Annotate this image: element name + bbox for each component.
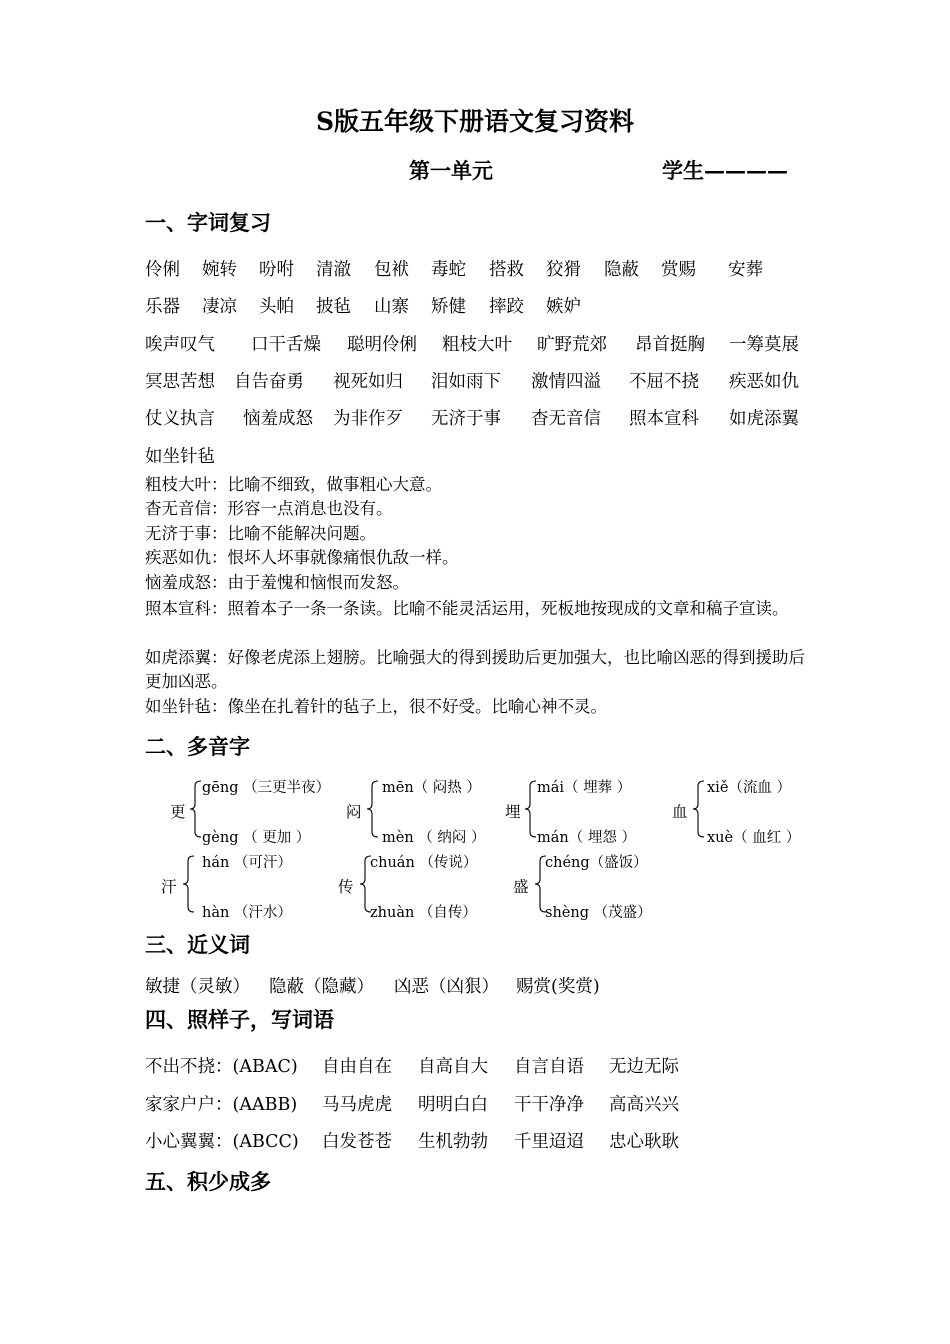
pronunciation-bottom: gèng （ 更加 ）: [202, 830, 311, 846]
vocabulary-word: 不屈不挠: [629, 372, 699, 392]
vocabulary-word: 聪明伶俐: [347, 335, 417, 355]
section-heading-accumulate: 五、积少成多: [145, 1169, 271, 1194]
pattern-label: 家家户户：(AABB): [145, 1095, 298, 1115]
unit-label: 第一单元: [409, 158, 493, 183]
pronunciation-top: gēng （三更半夜）: [202, 780, 331, 796]
pattern-word: 高高兴兴: [609, 1095, 679, 1115]
vocabulary-word: 安葬: [728, 260, 763, 280]
pattern-word: 自由自在: [322, 1057, 392, 1077]
vocabulary-word: 激情四溢: [531, 372, 601, 392]
vocabulary-word: 嫉妒: [546, 297, 581, 317]
pronunciation-bottom: hàn （汗水）: [202, 905, 292, 921]
synonym-item: 隐蔽（隐藏）: [269, 977, 374, 997]
student-label: 学生————: [662, 158, 788, 183]
pronunciation-bottom: shèng （茂盛）: [545, 905, 652, 921]
vocabulary-word: 照本宣科: [629, 409, 699, 429]
pattern-word: 忠心耿耿: [609, 1132, 679, 1152]
pattern-word: 明明白白: [418, 1095, 488, 1115]
brace-icon: [367, 780, 379, 838]
vocabulary-word: 矫健: [431, 297, 466, 317]
polyphonic-char: 盛: [513, 878, 529, 896]
section-heading-patterns: 四、照样子，写词语: [145, 1007, 334, 1032]
vocabulary-word: 乐器: [145, 297, 180, 317]
pattern-word: 马马虎虎: [322, 1095, 392, 1115]
vocabulary-word: 无济于事: [431, 409, 501, 429]
synonym-item: 赐赏(奖赏): [516, 977, 600, 997]
vocabulary-word: 狡猾: [546, 260, 581, 280]
definition-item: 如虎添翼：好像老虎添上翅膀。比喻强大的得到援助后更加强大，也比喻凶恶的得到援助后更加凶恶。: [145, 648, 805, 691]
vocabulary-word: 披毡: [316, 297, 351, 317]
pattern-word: 生机勃勃: [418, 1132, 488, 1152]
vocabulary-word: 清澈: [316, 260, 351, 280]
pattern-label: 不出不挠：(ABAC): [145, 1057, 298, 1077]
vocabulary-word: 搭救: [489, 260, 524, 280]
pronunciation-bottom: mèn （ 纳闷 ）: [382, 830, 486, 846]
section-heading-synonyms: 三、近义词: [145, 932, 250, 957]
pronunciation-top: mái（ 埋葬 ）: [537, 780, 632, 796]
pattern-word: 自高自大: [418, 1057, 488, 1077]
vocabulary-word: 头帕: [259, 297, 294, 317]
vocabulary-word: 粗枝大叶: [442, 335, 512, 355]
vocabulary-word: 视死如归: [333, 372, 403, 392]
brace-icon: [183, 855, 195, 913]
pronunciation-bottom: mán（ 埋怨 ）: [537, 830, 636, 846]
synonym-item: 凶恶（凶狠）: [394, 977, 499, 997]
polyphonic-char: 汗: [161, 878, 177, 896]
section-heading-polyphonic: 二、多音字: [145, 734, 250, 759]
definition-item: 如坐针毡：像坐在扎着针的毡子上，很不好受。比喻心神不灵。: [145, 697, 607, 716]
definition-item: 粗枝大叶：比喻不细致，做事粗心大意。: [145, 475, 442, 494]
pronunciation-top: mēn（ 闷热 ）: [382, 780, 481, 796]
definition-item: 无济于事：比喻不能解决问题。: [145, 524, 376, 543]
pronunciation-top: chéng（盛饭）: [545, 855, 648, 871]
vocabulary-word: 隐蔽: [604, 260, 639, 280]
pattern-word: 自言自语: [514, 1057, 584, 1077]
vocabulary-word: 如坐针毡: [145, 447, 215, 467]
vocabulary-word: 包袱: [374, 260, 409, 280]
vocabulary-word: 疾恶如仇: [729, 372, 799, 392]
vocabulary-word: 伶俐: [145, 260, 180, 280]
vocabulary-word: 恼羞成怒: [243, 409, 313, 429]
polyphonic-char: 埋: [505, 803, 521, 821]
vocabulary-word: 为非作歹: [333, 409, 403, 429]
definition-item: 杳无音信：形容一点消息也没有。: [145, 499, 393, 518]
pattern-word: 无边无际: [609, 1057, 679, 1077]
vocabulary-word: 婉转: [202, 260, 237, 280]
pattern-label: 小心翼翼：(ABCC): [145, 1132, 299, 1152]
vocabulary-word: 一筹莫展: [729, 335, 799, 355]
vocabulary-word: 毒蛇: [431, 260, 466, 280]
polyphonic-char: 闷: [346, 803, 362, 821]
pattern-word: 千里迢迢: [514, 1132, 584, 1152]
vocabulary-word: 唉声叹气: [145, 335, 215, 355]
pattern-word: 白发苍苍: [322, 1132, 392, 1152]
vocabulary-word: 口干舌燥: [251, 335, 321, 355]
vocabulary-word: 吩咐: [259, 260, 294, 280]
pattern-word: 干干净净: [514, 1095, 584, 1115]
vocabulary-word: 冥思苦想: [145, 372, 215, 392]
pronunciation-top: xiě（流血 ）: [707, 780, 792, 796]
vocabulary-word: 山寨: [374, 297, 409, 317]
document-title: S版五年级下册语文复习资料: [315, 107, 635, 136]
vocabulary-word: 昂首挺胸: [635, 335, 705, 355]
vocabulary-word: 自告奋勇: [234, 372, 304, 392]
brace-icon: [525, 780, 537, 838]
vocabulary-word: 如虎添翼: [729, 409, 799, 429]
pronunciation-bottom: xuè（ 血红 ）: [707, 830, 801, 846]
vocabulary-word: 凄凉: [202, 297, 237, 317]
brace-icon: [190, 780, 202, 838]
brace-icon: [693, 780, 705, 838]
pronunciation-top: hán （可汗）: [202, 855, 292, 871]
definition-item: 疾恶如仇：恨坏人坏事就像痛恨仇敌一样。: [145, 548, 459, 567]
polyphonic-char: 更: [170, 803, 186, 821]
vocabulary-word: 杳无音信: [531, 409, 601, 429]
synonym-item: 敏捷（灵敏）: [145, 977, 250, 997]
section-heading-vocabulary: 一、字词复习: [145, 210, 271, 235]
vocabulary-word: 旷野荒郊: [537, 335, 607, 355]
vocabulary-word: 泪如雨下: [431, 372, 501, 392]
vocabulary-word: 仗义执言: [145, 409, 215, 429]
vocabulary-word: 摔跤: [489, 297, 524, 317]
vocabulary-word: 赏赐: [661, 260, 696, 280]
definition-item: 恼羞成怒：由于羞愧和恼恨而发怒。: [145, 573, 409, 592]
pronunciation-bottom: zhuàn （自传）: [370, 905, 477, 921]
definition-item: 照本宣科：照着本子一条一条读。比喻不能灵活运用，死板地按现成的文章和稿子宣读。: [145, 599, 789, 618]
pronunciation-top: chuán （传说）: [370, 855, 478, 871]
polyphonic-char: 血: [672, 803, 688, 821]
polyphonic-char: 传: [338, 878, 354, 896]
